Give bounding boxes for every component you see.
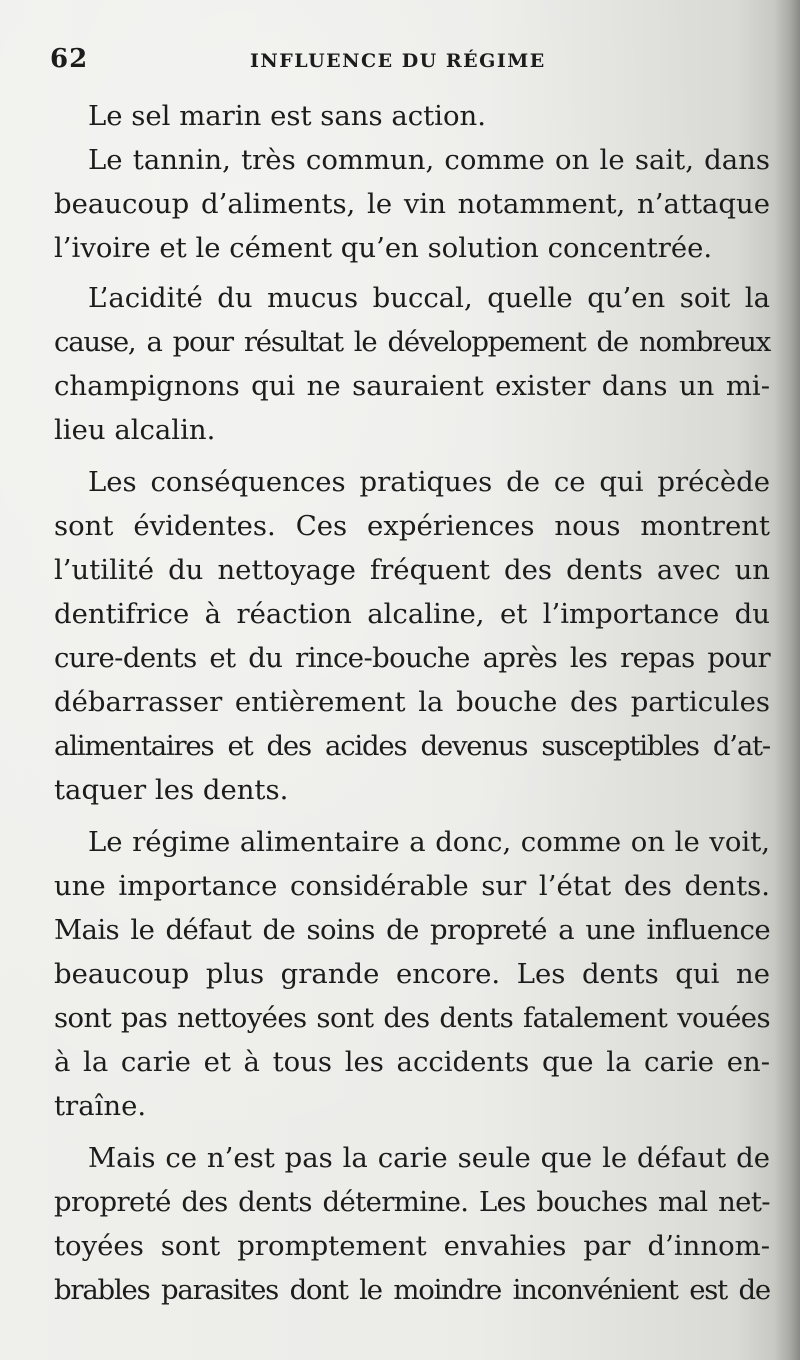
text-line: taquer les dents.: [54, 774, 289, 806]
page-number: 62: [50, 44, 89, 74]
text-line: Le sel marin est sans action.: [88, 100, 486, 132]
text-line: Le régime alimentaire a donc, comme on le voit,: [88, 826, 770, 858]
text-line: l’utilité du nettoyage fréquent des dents avec un: [54, 554, 770, 586]
text-line: à la carie et à tous les accidents que la carie en-: [54, 1046, 770, 1078]
text-line: une importance considérable sur l’état des dents.: [54, 870, 770, 902]
text-line: dentifrice à réaction alcaline, et l’importance du: [54, 598, 770, 630]
text-line: sont pas nettoyées sont des dents fatalement vouées: [54, 1002, 770, 1034]
text-line: propreté des dents détermine. Les bouches mal net-: [54, 1186, 770, 1218]
text-line: cause, a pour résultat le développement de nombreux: [54, 326, 770, 358]
text-line: alimentaires et des acides devenus susceptibles d’at-: [54, 730, 770, 762]
text-line: L’acidité du mucus buccal, quelle qu’en soit la: [88, 282, 770, 314]
binding-shadow: [774, 0, 800, 1360]
text-line: cure-dents et du rince-bouche après les repas pour: [54, 642, 770, 674]
text-line: Mais le défaut de soins de propreté a une influence: [54, 914, 770, 946]
text-line: champignons qui ne sauraient exister dans un mi-: [54, 370, 770, 402]
text-line: brables parasites dont le moindre inconvénient est de: [54, 1274, 770, 1306]
running-title: INFLUENCE DU RÉGIME: [250, 50, 546, 72]
text-line: beaucoup d’aliments, le vin notamment, n’attaque: [54, 188, 770, 220]
text-line: sont évidentes. Ces expériences nous montrent: [54, 510, 770, 542]
text-line: Les conséquences pratiques de ce qui précède: [88, 466, 770, 498]
text-line: toyées sont promptement envahies par d’innom-: [54, 1230, 770, 1262]
text-line: beaucoup plus grande encore. Les dents qui ne: [54, 958, 770, 990]
text-line: Mais ce n’est pas la carie seule que le défaut de: [88, 1142, 770, 1174]
text-line: débarrasser entièrement la bouche des particules: [54, 686, 770, 718]
text-line: Le tannin, très commun, comme on le sait, dans: [88, 144, 770, 176]
text-line: l’ivoire et le cément qu’en solution concentrée.: [54, 232, 713, 264]
text-line: lieu alcalin.: [54, 414, 216, 446]
text-line: traîne.: [54, 1090, 147, 1122]
running-head: [50, 44, 770, 84]
